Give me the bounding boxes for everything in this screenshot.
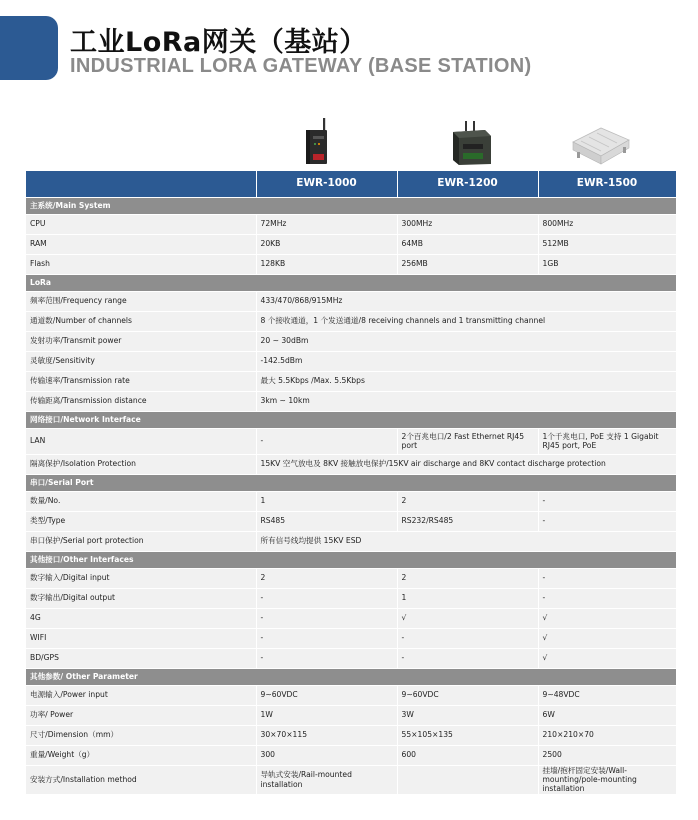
section-header-row <box>26 197 676 214</box>
spec-label: 传输距离/Transmission distance <box>26 391 256 411</box>
spec-row <box>26 765 676 794</box>
section-header-row <box>26 668 676 685</box>
spec-row <box>26 628 676 648</box>
spec-row <box>26 331 676 351</box>
spec-value-ewr-1500: - <box>538 588 676 608</box>
spec-value-shared: 最大 5.5Kbps /Max. 5.5Kbps <box>256 371 676 391</box>
model-header-ewr-1500: EWR-1500 <box>538 171 676 197</box>
spec-value-ewr-1200 <box>397 765 538 794</box>
section-title: 主系统/Main System <box>26 197 676 214</box>
spec-label: 功率/ Power <box>26 705 256 725</box>
spec-value-ewr-1000: - <box>256 648 397 668</box>
spec-value-ewr-1000: - <box>256 628 397 648</box>
spec-value-ewr-1200: - <box>397 648 538 668</box>
title-accent-tab <box>0 16 58 80</box>
spec-label: Flash <box>26 254 256 274</box>
spec-label: 传输速率/Transmission rate <box>26 371 256 391</box>
spec-value-shared: 3km ~ 10km <box>256 391 676 411</box>
spec-value-ewr-1000: 2 <box>256 568 397 588</box>
spec-label: 发射功率/Transmit power <box>26 331 256 351</box>
spec-row <box>26 311 676 331</box>
spec-value-ewr-1200: √ <box>397 608 538 628</box>
spec-label: 电源输入/Power input <box>26 685 256 705</box>
spec-value-ewr-1500: - <box>538 511 676 531</box>
spec-label: 灵敏度/Sensitivity <box>26 351 256 371</box>
spec-value-ewr-1500: 1GB <box>538 254 676 274</box>
spec-value-ewr-1200: 1 <box>397 588 538 608</box>
model-header-ewr-1000: EWR-1000 <box>256 171 397 197</box>
spec-value-ewr-1500: √ <box>538 608 676 628</box>
page-title: 工业LoRa网关（基站） <box>70 27 367 58</box>
spec-value-ewr-1000: - <box>256 608 397 628</box>
spec-value-ewr-1500: √ <box>538 648 676 668</box>
spec-value-ewr-1000: 30×70×115 <box>256 725 397 745</box>
section-title: 其他参数/ Other Parameter <box>26 668 676 685</box>
spec-value-ewr-1200: - <box>397 628 538 648</box>
spec-value-ewr-1000: 128KB <box>256 254 397 274</box>
spec-row <box>26 608 676 628</box>
spec-row <box>26 371 676 391</box>
spec-label: 数量/No. <box>26 491 256 511</box>
spec-row <box>26 531 676 551</box>
spec-row <box>26 705 676 725</box>
model-header-ewr-1200: EWR-1200 <box>397 171 538 197</box>
spec-row <box>26 234 676 254</box>
spec-label: WIFI <box>26 628 256 648</box>
spec-value-ewr-1200: 2个百兆电口/2 Fast Ethernet RJ45 port <box>397 428 538 454</box>
product-image-ewr-1500 <box>562 100 638 166</box>
spec-value-ewr-1200: 9~60VDC <box>397 685 538 705</box>
spec-row <box>26 685 676 705</box>
spec-label: 类型/Type <box>26 511 256 531</box>
spec-value-ewr-1500: 1个千兆电口, PoE 支持 1 Gigabit RJ45 port, PoE <box>538 428 676 454</box>
spec-label: 数字输入/Digital input <box>26 568 256 588</box>
product-images <box>0 100 698 166</box>
spec-value-ewr-1000: RS485 <box>256 511 397 531</box>
spec-row <box>26 351 676 371</box>
spec-value-ewr-1200: 55×105×135 <box>397 725 538 745</box>
spec-row <box>26 291 676 311</box>
spec-value-ewr-1200: 64MB <box>397 234 538 254</box>
spec-value-ewr-1200: 3W <box>397 705 538 725</box>
spec-value-ewr-1500: √ <box>538 628 676 648</box>
spec-value-ewr-1000: 1 <box>256 491 397 511</box>
spec-value-ewr-1500: 800MHz <box>538 214 676 234</box>
spec-value-ewr-1500: - <box>538 491 676 511</box>
section-header-row <box>26 274 676 291</box>
spec-row <box>26 745 676 765</box>
spec-value-ewr-1200: RS232/RS485 <box>397 511 538 531</box>
spec-value-ewr-1200: 600 <box>397 745 538 765</box>
page-subtitle: INDUSTRIAL LORA GATEWAY (BASE STATION) <box>70 55 532 77</box>
spec-value-ewr-1500: 6W <box>538 705 676 725</box>
spec-row <box>26 648 676 668</box>
spec-table <box>26 171 677 795</box>
spec-value-shared: 433/470/868/915MHz <box>256 291 676 311</box>
spec-value-ewr-1000: 导轨式安装/Rail-mounted installation <box>256 765 397 794</box>
spec-row <box>26 254 676 274</box>
product-image-ewr-1200 <box>440 100 500 166</box>
spec-label: 重量/Weight（g） <box>26 745 256 765</box>
spec-label: CPU <box>26 214 256 234</box>
spec-value-ewr-1000: 1W <box>256 705 397 725</box>
spec-value-ewr-1000: 300 <box>256 745 397 765</box>
spec-label: 4G <box>26 608 256 628</box>
spec-value-ewr-1000: - <box>256 428 397 454</box>
spec-value-ewr-1000: 72MHz <box>256 214 397 234</box>
spec-label: 隔离保护/Isolation Protection <box>26 454 256 474</box>
product-image-ewr-1000 <box>298 100 334 166</box>
spec-row <box>26 725 676 745</box>
spec-value-ewr-1200: 2 <box>397 568 538 588</box>
spec-value-ewr-1500: 挂墙/抱杆固定安装/Wall-mounting/pole-mounting installation <box>538 765 676 794</box>
model-header-row <box>26 171 676 197</box>
spec-label: LAN <box>26 428 256 454</box>
section-title: LoRa <box>26 274 676 291</box>
spec-label: BD/GPS <box>26 648 256 668</box>
spec-value-ewr-1500: 2500 <box>538 745 676 765</box>
spec-value-ewr-1500: 512MB <box>538 234 676 254</box>
spec-label: RAM <box>26 234 256 254</box>
spec-value-shared: -142.5dBm <box>256 351 676 371</box>
spec-value-ewr-1000: 20KB <box>256 234 397 254</box>
spec-value-ewr-1200: 256MB <box>397 254 538 274</box>
section-title: 串口/Serial Port <box>26 474 676 491</box>
header-blank-cell <box>26 171 256 197</box>
spec-value-shared: 所有信号线均提供 15KV ESD <box>256 531 676 551</box>
spec-row <box>26 588 676 608</box>
spec-row <box>26 428 676 454</box>
spec-row <box>26 391 676 411</box>
spec-value-ewr-1200: 2 <box>397 491 538 511</box>
spec-label: 频率范围/Frequency range <box>26 291 256 311</box>
spec-row <box>26 568 676 588</box>
section-header-row <box>26 474 676 491</box>
spec-label: 尺寸/Dimension（mm） <box>26 725 256 745</box>
spec-value-shared: 15KV 空气放电及 8KV 接触放电保护/15KV air discharge and 8KV contact discharge protection <box>256 454 676 474</box>
spec-value-ewr-1200: 300MHz <box>397 214 538 234</box>
section-header-row <box>26 551 676 568</box>
section-title: 网络接口/Network Interface <box>26 411 676 428</box>
spec-row <box>26 454 676 474</box>
spec-value-ewr-1000: - <box>256 588 397 608</box>
spec-row <box>26 491 676 511</box>
spec-label: 串口保护/Serial port protection <box>26 531 256 551</box>
spec-value-ewr-1000: 9~60VDC <box>256 685 397 705</box>
spec-label: 通道数/Number of channels <box>26 311 256 331</box>
spec-row <box>26 214 676 234</box>
spec-row <box>26 511 676 531</box>
spec-label: 数字输出/Digital output <box>26 588 256 608</box>
spec-value-ewr-1500: - <box>538 568 676 588</box>
spec-label: 安装方式/Installation method <box>26 765 256 794</box>
section-header-row <box>26 411 676 428</box>
section-title: 其他接口/Other Interfaces <box>26 551 676 568</box>
spec-value-shared: 8 个接收通道，1 个发送通道/8 receiving channels and 1 transmitting channel <box>256 311 676 331</box>
spec-value-ewr-1500: 210×210×70 <box>538 725 676 745</box>
spec-value-shared: 20 ~ 30dBm <box>256 331 676 351</box>
spec-value-ewr-1500: 9~48VDC <box>538 685 676 705</box>
